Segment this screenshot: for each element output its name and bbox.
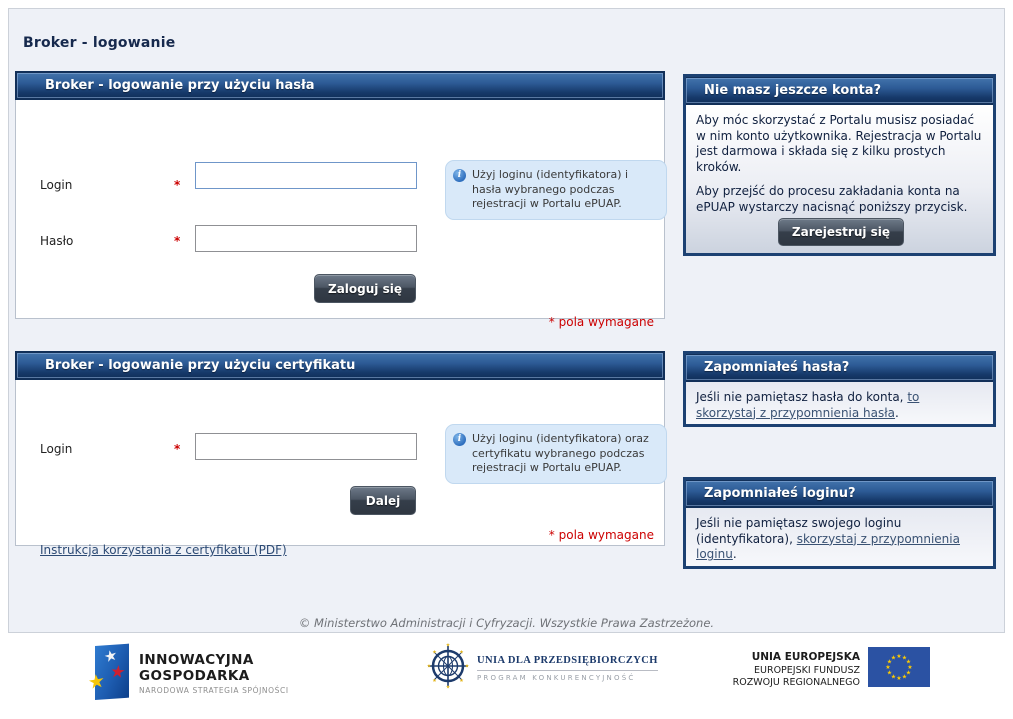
password-login-panel (15, 71, 665, 329)
unia-europejska-text (733, 651, 860, 689)
password-panel-header (15, 71, 665, 100)
certificate-panel-body (15, 380, 665, 557)
compass-icon (425, 643, 471, 689)
eu-flag-icon (868, 647, 930, 687)
svg-text:★: ★ (890, 673, 897, 681)
divider (477, 670, 658, 671)
required-fields-note: * pola wymagane (548, 315, 654, 329)
password-info-text: Użyj loginu (identyfikatora) i hasła wybranego podczas rejestracji w Portalu ePUAP. (472, 168, 629, 211)
star-icon: ★ (102, 645, 120, 667)
cert-login-input[interactable] (195, 433, 417, 460)
logo-line: PROGRAM KONKURENCYJNOŚĆ (477, 674, 636, 682)
certificate-next-button[interactable]: Dalej (350, 486, 416, 515)
certificate-instruction-link[interactable]: Instrukcja korzystania z certyfikatu (PDF) (40, 543, 287, 557)
svg-text:★: ★ (445, 643, 451, 649)
login-input[interactable] (195, 162, 417, 189)
unia-europejska-logo (700, 645, 930, 701)
register-panel-header (686, 77, 993, 105)
forgot-password-text: Jeśli nie pamiętasz hasła do konta, (696, 390, 908, 404)
register-panel-title: Nie masz jeszcze konta? (704, 83, 882, 98)
forgot-password-panel (683, 351, 996, 427)
svg-text:★: ★ (905, 669, 912, 677)
forgot-login-link[interactable]: skorzystaj z przypomnienia loginu (696, 531, 960, 562)
password-panel-title: Broker - logowanie przy użyciu hasła (45, 78, 315, 93)
register-paragraph-1: Aby móc skorzystać z Portalu musisz posiadać w nim konto użytkownika. Rejestracja w Portalu jest darmowa i składa się z kilku prostych kroków. (696, 113, 982, 174)
copyright-text: © Ministerstwo Administracji i Cyfryzacji. Wszystkie Prawa Zastrzeżone. (298, 616, 715, 630)
svg-text:★: ★ (886, 658, 893, 666)
password-label: Hasło (40, 234, 74, 248)
svg-text:★: ★ (896, 675, 902, 682)
register-panel (683, 74, 996, 256)
info-icon: i (453, 169, 466, 182)
cert-login-required-asterisk: * (174, 442, 181, 456)
svg-text:★: ★ (901, 654, 908, 662)
login-label: Login (40, 178, 73, 192)
innowacyjna-gospodarka-flag-icon (86, 644, 129, 700)
forgot-password-text-end: . (895, 405, 899, 420)
forgot-login-body (686, 508, 993, 566)
certificate-login-panel (15, 351, 665, 557)
unia-dla-przedsiebiorczych-text (477, 655, 658, 682)
logo-line: INNOWACYJNA (139, 652, 254, 668)
innowacyjna-gospodarka-logo (86, 645, 345, 706)
logo-line: UNIA EUROPEJSKA (751, 651, 860, 663)
logo-line: UNIA DLA PRZEDSIĘBIORCZYCH (477, 655, 658, 666)
certificate-info-box (445, 424, 667, 484)
logo-line: GOSPODARKA (139, 667, 250, 684)
password-input[interactable] (195, 225, 417, 252)
register-button[interactable]: Zarejestruj się (778, 218, 904, 246)
forgot-password-title: Zapomniałeś hasła? (704, 360, 850, 375)
logo-line: ROZWOJU REGIONALNEGO (732, 676, 860, 688)
content-area (8, 8, 1005, 633)
logos-strip (0, 633, 1013, 719)
info-icon: i (453, 433, 466, 446)
svg-text:★: ★ (432, 649, 437, 656)
register-panel-body (686, 105, 993, 253)
forgot-password-body (686, 382, 993, 424)
page-title: Broker - logowanie (23, 35, 176, 51)
svg-text:★: ★ (885, 664, 891, 671)
svg-text:★: ★ (896, 653, 902, 660)
svg-text:★: ★ (907, 664, 913, 671)
certificate-panel-header (15, 351, 665, 380)
svg-text:★: ★ (459, 649, 464, 656)
svg-text:★: ★ (445, 684, 451, 689)
innowacyjna-gospodarka-text (139, 653, 289, 695)
logo-line: NARODOWA STRATEGIA SPÓJNOŚCI (139, 686, 289, 696)
cert-login-label: Login (40, 442, 73, 456)
svg-text:★: ★ (459, 678, 464, 684)
forgot-login-panel (683, 477, 996, 569)
svg-text:★: ★ (905, 658, 912, 666)
star-icon: ★ (108, 661, 127, 683)
svg-text:★: ★ (426, 663, 432, 670)
forgot-login-title: Zapomniałeś loginu? (704, 486, 856, 501)
svg-text:★: ★ (886, 669, 893, 677)
password-panel-body (15, 100, 665, 329)
svg-text:★: ★ (464, 663, 470, 670)
login-required-asterisk: * (174, 178, 181, 192)
unia-dla-przedsiebiorczych-logo (425, 643, 658, 707)
forgot-login-text-end: . (732, 547, 737, 562)
password-info-box (445, 160, 667, 220)
forgot-login-text: Jeśli nie pamiętasz swojego loginu (identyfikatora), (696, 516, 902, 546)
login-submit-button[interactable]: Zaloguj się (314, 274, 416, 303)
logo-line: EUROPEJSKI FUNDUSZ (754, 664, 860, 676)
forgot-password-header (686, 354, 993, 382)
svg-text:★: ★ (901, 673, 908, 681)
svg-text:★: ★ (432, 678, 437, 684)
svg-text:★: ★ (890, 654, 897, 662)
certificate-info-text: Użyj loginu (identyfikatora) oraz certyfikatu wybranego podczas rejestracji w Portalu ePUAP. (472, 432, 649, 475)
password-required-asterisk: * (174, 234, 181, 248)
forgot-login-header (686, 480, 993, 508)
forgot-password-link[interactable]: to skorzystaj z przypomnienia hasła (696, 390, 920, 420)
cert-required-fields-note: * pola wymagane (548, 528, 654, 542)
register-paragraph-2: Aby przejść do procesu zakładania konta na ePUAP wystarczy nacisnąć poniższy przycisk. (696, 184, 968, 214)
certificate-panel-title: Broker - logowanie przy użyciu certyfikatu (45, 358, 356, 373)
star-icon: ★ (86, 669, 107, 695)
